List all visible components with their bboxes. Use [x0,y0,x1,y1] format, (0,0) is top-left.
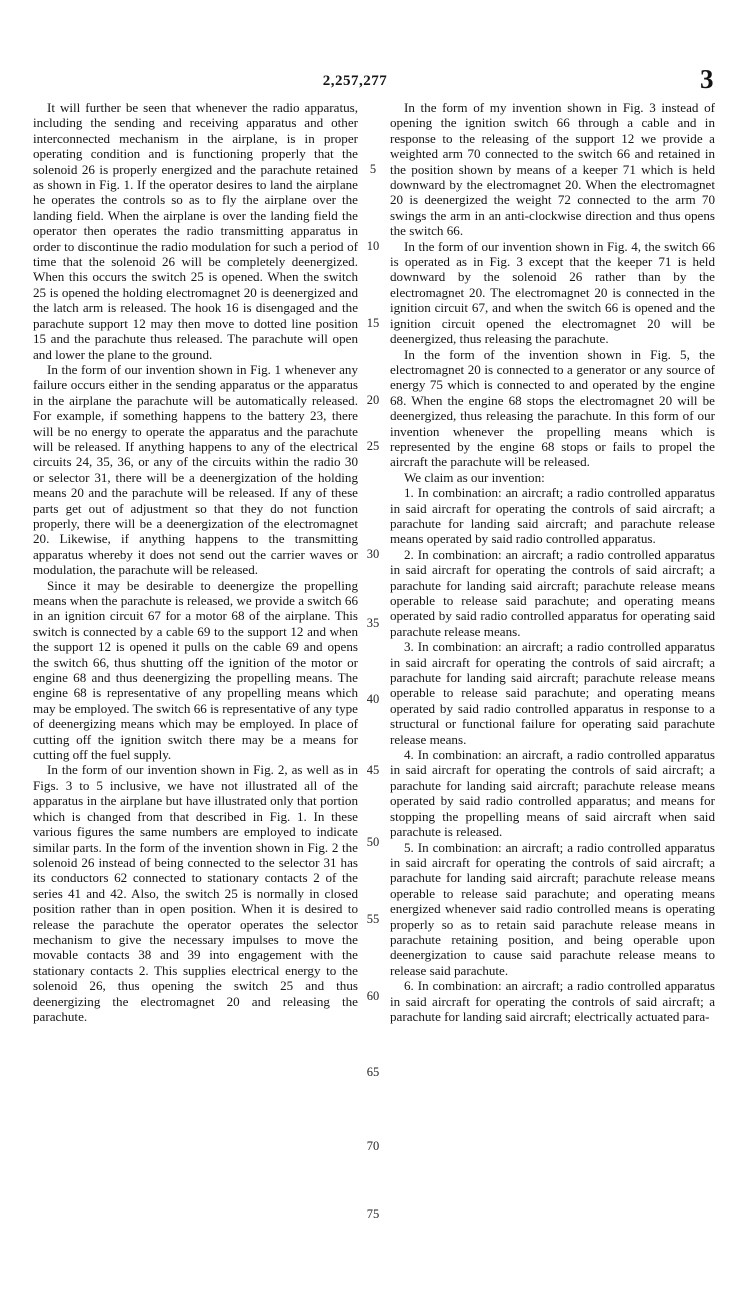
line-number: 55 [366,912,380,926]
line-number: 45 [366,763,380,777]
claim: 1. In combination: an aircraft; a radio controlled apparatus in said aircraft for operating the controls of said aircraft; a parachute for landing said aircraft; and parachute release means operated by said radio controlled apparatus. [390,485,715,547]
line-number: 10 [366,239,380,253]
paragraph: In the form of my invention shown in Fig. 3 instead of opening the ignition switch 66 through a cable and in response to the releasing of the support 12 we provide a weighted arm 70 connected to the switch 66 and retained in the position shown by means of a keeper 71 which is held downward by the electromagnet 20. When the electromagnet 20 is deenergized the weight 72 connected to the arm 70 swings the arm in an anti-clockwise direction and thus opens the switch 66. [390,100,715,239]
page-number: 3 [700,64,714,94]
line-number: 65 [366,1065,380,1079]
paragraph: Since it may be desirable to deenergize the propelling means when the parachute is released, we provide a switch 66 in an ignition circuit 67 for a motor 68 of the airplane. This switch is connected by a cable 69 to the support 12 and when the support 12 is opened it pulls on the cable 69 and opens the switch 66, thus shutting off the ignition of the motor or engine 68 and thus deenergizing the propelling means. The engine 68 is representative of any propelling means which may be employed. The switch 66 is representative of any type of deenergizing means which may be employed. In place of cutting off the ignition switch there may be a means for cutting off the fuel supply. [33,577,358,763]
patent-number: 2,257,277 [322,73,388,89]
line-number: 70 [366,1139,380,1153]
claim: 6. In combination: an aircraft; a radio controlled apparatus in said aircraft for operating the controls of said aircraft; a parachute for landing said aircraft; electrically actuated para- [390,978,715,1024]
line-number: 35 [366,616,380,630]
line-number: 25 [366,439,380,453]
line-number: 5 [369,162,377,176]
claim: 2. In combination: an aircraft; a radio controlled apparatus in said aircraft for operating the controls of said aircraft; a parachute for landing said aircraft; parachute release means operable to release said parachute; and operating means operated by said radio controlled apparatus for operating said parachute release means. [390,546,715,639]
line-number: 20 [366,393,380,407]
line-number: 75 [366,1207,380,1221]
line-number: 30 [366,547,380,561]
paragraph: It will further be seen that whenever the radio apparatus, including the sending and receiving apparatus and other interconnected mechanism in the airplane, is in proper operating condition and is functioning properly that the solenoid 26 is properly energized and the parachute retained as shown in Fig. 1. If the operator desires to land the airplane he operates the controls so as to fly the airplane over the landing field. When the airplane is over the landing field the operator then operates the radio transmitting apparatus in order to discontinue the radio modulation for such a period of time that the solenoid 26 will be completely deenergized. When this occurs the switch 25 is opened. When the switch 25 is opened the holding electromagnet 20 is deenergized and the latch arm is released. The hook 16 is disengaged and the parachute support 12 may then move to dotted line position 15 and the parachute thus released. The parachute will open and lower the plane to the ground. [33,100,358,362]
right-text-column [390,100,715,1024]
paragraph: In the form of our invention shown in Fig. 1 whenever any failure occurs either in the sending apparatus or the apparatus in the airplane the parachute will be automatically released. For example, if something happens to the battery 23, there will be no energy to operate the apparatus and the parachute will be released. If anything happens to any of the electrical circuits 24, 35, 36, or any of the circuits within the radio 30 or selector 31, there will be a deenergization of the holding means 20 and the parachute will be released. If any of these parts get out of adjustment so that they do not function properly, there will be a deenergization of the electromagnet 20. Likewise, if anything happens to the transmitting apparatus whereby it does not send out the carrier waves or modulation, the parachute will be released. [33,361,358,578]
claims-intro: We claim as our invention: [404,469,545,485]
line-number: 50 [366,835,380,849]
paragraph: In the form of the invention shown in Fig. 5, the electromagnet 20 is connected to a generator or any source of energy 75 which is connected to and operated by the engine 68. When the engine 68 stops the electromagnet 20 will be deenergized, thus releasing the parachute. In this form of our invention whenever the propelling means which is represented by the engine 68 stops or fails to propel the aircraft the parachute will be released. [390,346,715,470]
claim: 4. In combination: an aircraft, a radio controlled apparatus in said aircraft for operating the controls of said aircraft; a parachute for landing said aircraft; parachute release means operated by said radio controlled apparatus; and means for stopping the propelling means of said aircraft when said parachute is released. [390,747,715,840]
line-number: 15 [366,316,380,330]
paragraph: In the form of our invention shown in Fig. 2, as well as in Figs. 3 to 5 inclusive, we have not illustrated all of the apparatus in the airplane but have illustrated only that portion which is changed from that described in Fig. 1. In these various figures the same numbers are employed to indicate similar parts. In the form of the invention shown in Fig. 2 the solenoid 26 instead of being connected to the selector 31 has its conductors 62 connected to stationary contacts 2 of the series 41 and 42. Also, the switch 25 is normally in closed position rather than in open position. When it is desired to release the parachute the operator operates the selector mechanism to give the necessary impulses to move the movable contacts 38 and 39 into engagement with the stationary contacts 2. This supplies electrical energy to the solenoid 26, thus opening the switch 25 and thus deenergizing the electromagnet 20 and releasing the parachute. [33,762,358,1024]
left-text-column [33,100,358,1024]
paragraph: In the form of our invention shown in Fig. 4, the switch 66 is operated as in Fig. 3 except that the keeper 71 is held downward by the solenoid 26 rather than by the electromagnet 20. The electromagnet 20 is connected in the ignition circuit 67, and when the switch 66 is opened and the ignition circuit opened the electromagnet 20 will be deenergized, thus releasing the parachute. [390,238,715,347]
claim: 5. In combination: an aircraft; a radio controlled apparatus in said aircraft for operating the controls of said aircraft; a parachute for landing said aircraft; parachute release means operable to release said parachute; and operating means energized whenever said radio controlled means is operating properly so as to retain said parachute release means in parachute retaining position, and being operable upon deenergization to cause said parachute release means to release said parachute. [390,839,715,978]
line-number: 60 [366,989,380,1003]
claim: 3. In combination: an aircraft; a radio controlled apparatus in said aircraft for operating the controls of said aircraft; a parachute for landing said aircraft; parachute release means operable to release said parachute; and operating means operated by said radio controlled apparatus in response to a structural or functional failure for operating said parachute release means. [390,639,715,747]
line-number: 40 [366,692,380,706]
